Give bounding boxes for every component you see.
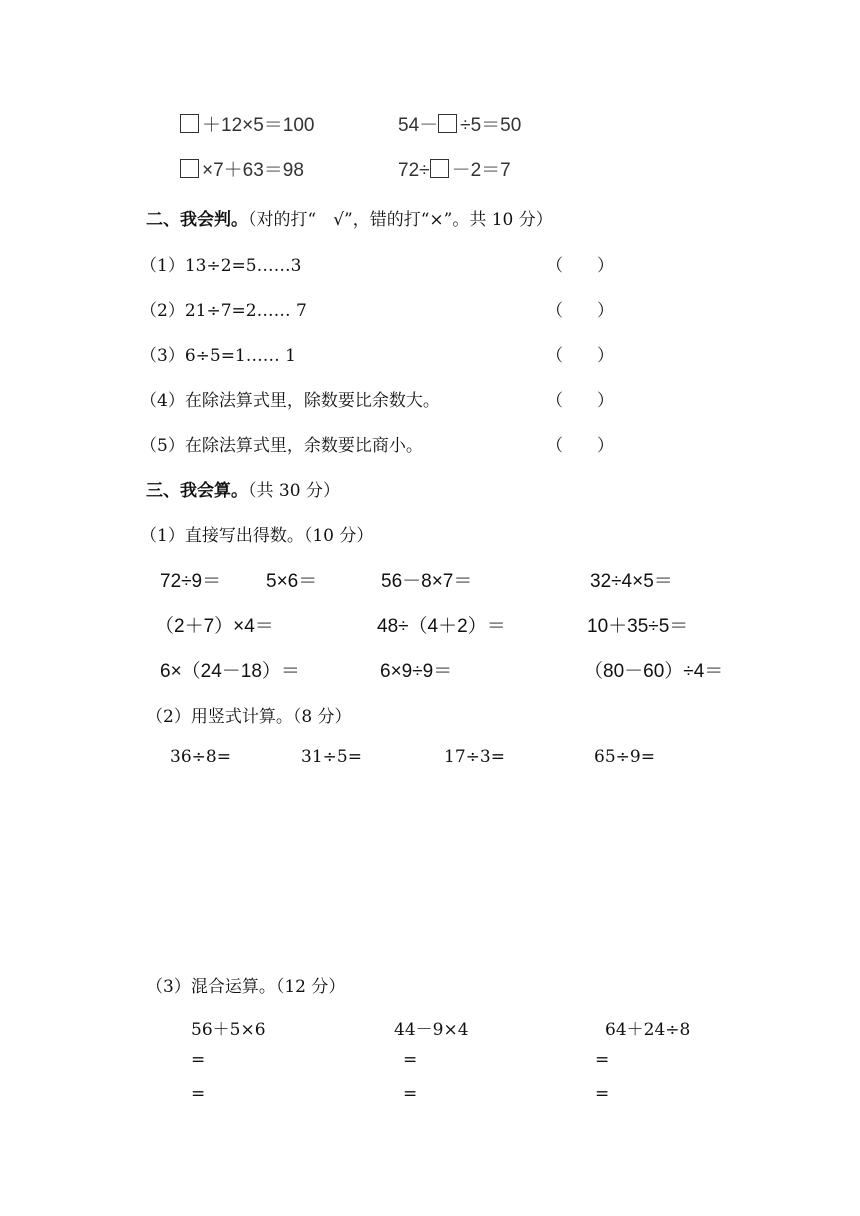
mental-math-item: （2＋7）×4＝ (155, 616, 274, 637)
equals-line: = (191, 1050, 206, 1070)
vertical-calc-item: 36÷8= (170, 747, 231, 767)
section2-heading: 二、我会判。（对的打“ √”，错的打“×”。共 10 分） (146, 210, 553, 230)
mental-math-item: 56－8×7＝ (381, 571, 473, 592)
mental-math-item: （80－60）÷4＝ (584, 661, 724, 682)
box-equation-3: ×7＋63＝98 (180, 155, 304, 182)
box-equation-2: 54－ ÷5＝50 (398, 115, 522, 136)
judge-item-1: （1）13÷2=5……3 (140, 256, 302, 276)
judge-answer-2[interactable]: （ ） (546, 301, 614, 321)
mixed-calc-item: 44－9×4 (394, 1020, 469, 1040)
mixed-calc-item: 56＋5×6 (191, 1020, 266, 1040)
judge-item-4: （4）在除法算式里，除数要比余数大。 (140, 391, 440, 411)
mental-math-item: 10＋35÷5＝ (587, 616, 689, 637)
box-equation-1: ＋12×5＝100 (180, 110, 315, 137)
answer-box[interactable] (180, 159, 199, 178)
part2-title: （2）用竖式计算。（8 分） (146, 707, 352, 727)
mental-math-item: 72÷9＝ (160, 571, 222, 592)
equals-line: = (191, 1084, 206, 1104)
judge-item-5: （5）在除法算式里，余数要比商小。 (140, 436, 423, 456)
answer-box[interactable] (180, 114, 199, 133)
mixed-calc-item: 64＋24÷8 (605, 1020, 691, 1040)
part3-title: （3）混合运算。（12 分） (146, 977, 346, 997)
vertical-calc-item: 31÷5= (301, 747, 362, 767)
box-equation-4: 72÷ －2＝7 (398, 160, 511, 181)
mental-math-item: 6×9÷9＝ (380, 661, 453, 682)
section3-heading: 三、我会算。（共 30 分） (146, 481, 340, 501)
judge-answer-1[interactable]: （ ） (546, 256, 614, 276)
answer-box[interactable] (430, 159, 449, 178)
judge-answer-3[interactable]: （ ） (546, 346, 614, 366)
judge-item-2: （2）21÷7=2…… 7 (140, 301, 307, 321)
vertical-calc-item: 17÷3= (444, 747, 505, 767)
judge-answer-5[interactable]: （ ） (546, 436, 614, 456)
equals-line: = (403, 1050, 418, 1070)
judge-item-3: （3）6÷5=1…… 1 (140, 346, 296, 366)
mental-math-item: 32÷4×5＝ (590, 571, 673, 592)
vertical-calc-item: 65÷9= (594, 747, 655, 767)
mental-math-item: 48÷（4＋2）＝ (377, 616, 506, 637)
equals-line: = (595, 1050, 610, 1070)
part1-title: （1）直接写出得数。（10 分） (140, 526, 374, 546)
mental-math-item: 5×6＝ (266, 571, 318, 592)
mental-math-item: 6×（24－18）＝ (160, 661, 300, 682)
equals-line: = (403, 1084, 418, 1104)
answer-box[interactable] (438, 114, 457, 133)
judge-answer-4[interactable]: （ ） (546, 391, 614, 411)
equals-line: = (595, 1084, 610, 1104)
